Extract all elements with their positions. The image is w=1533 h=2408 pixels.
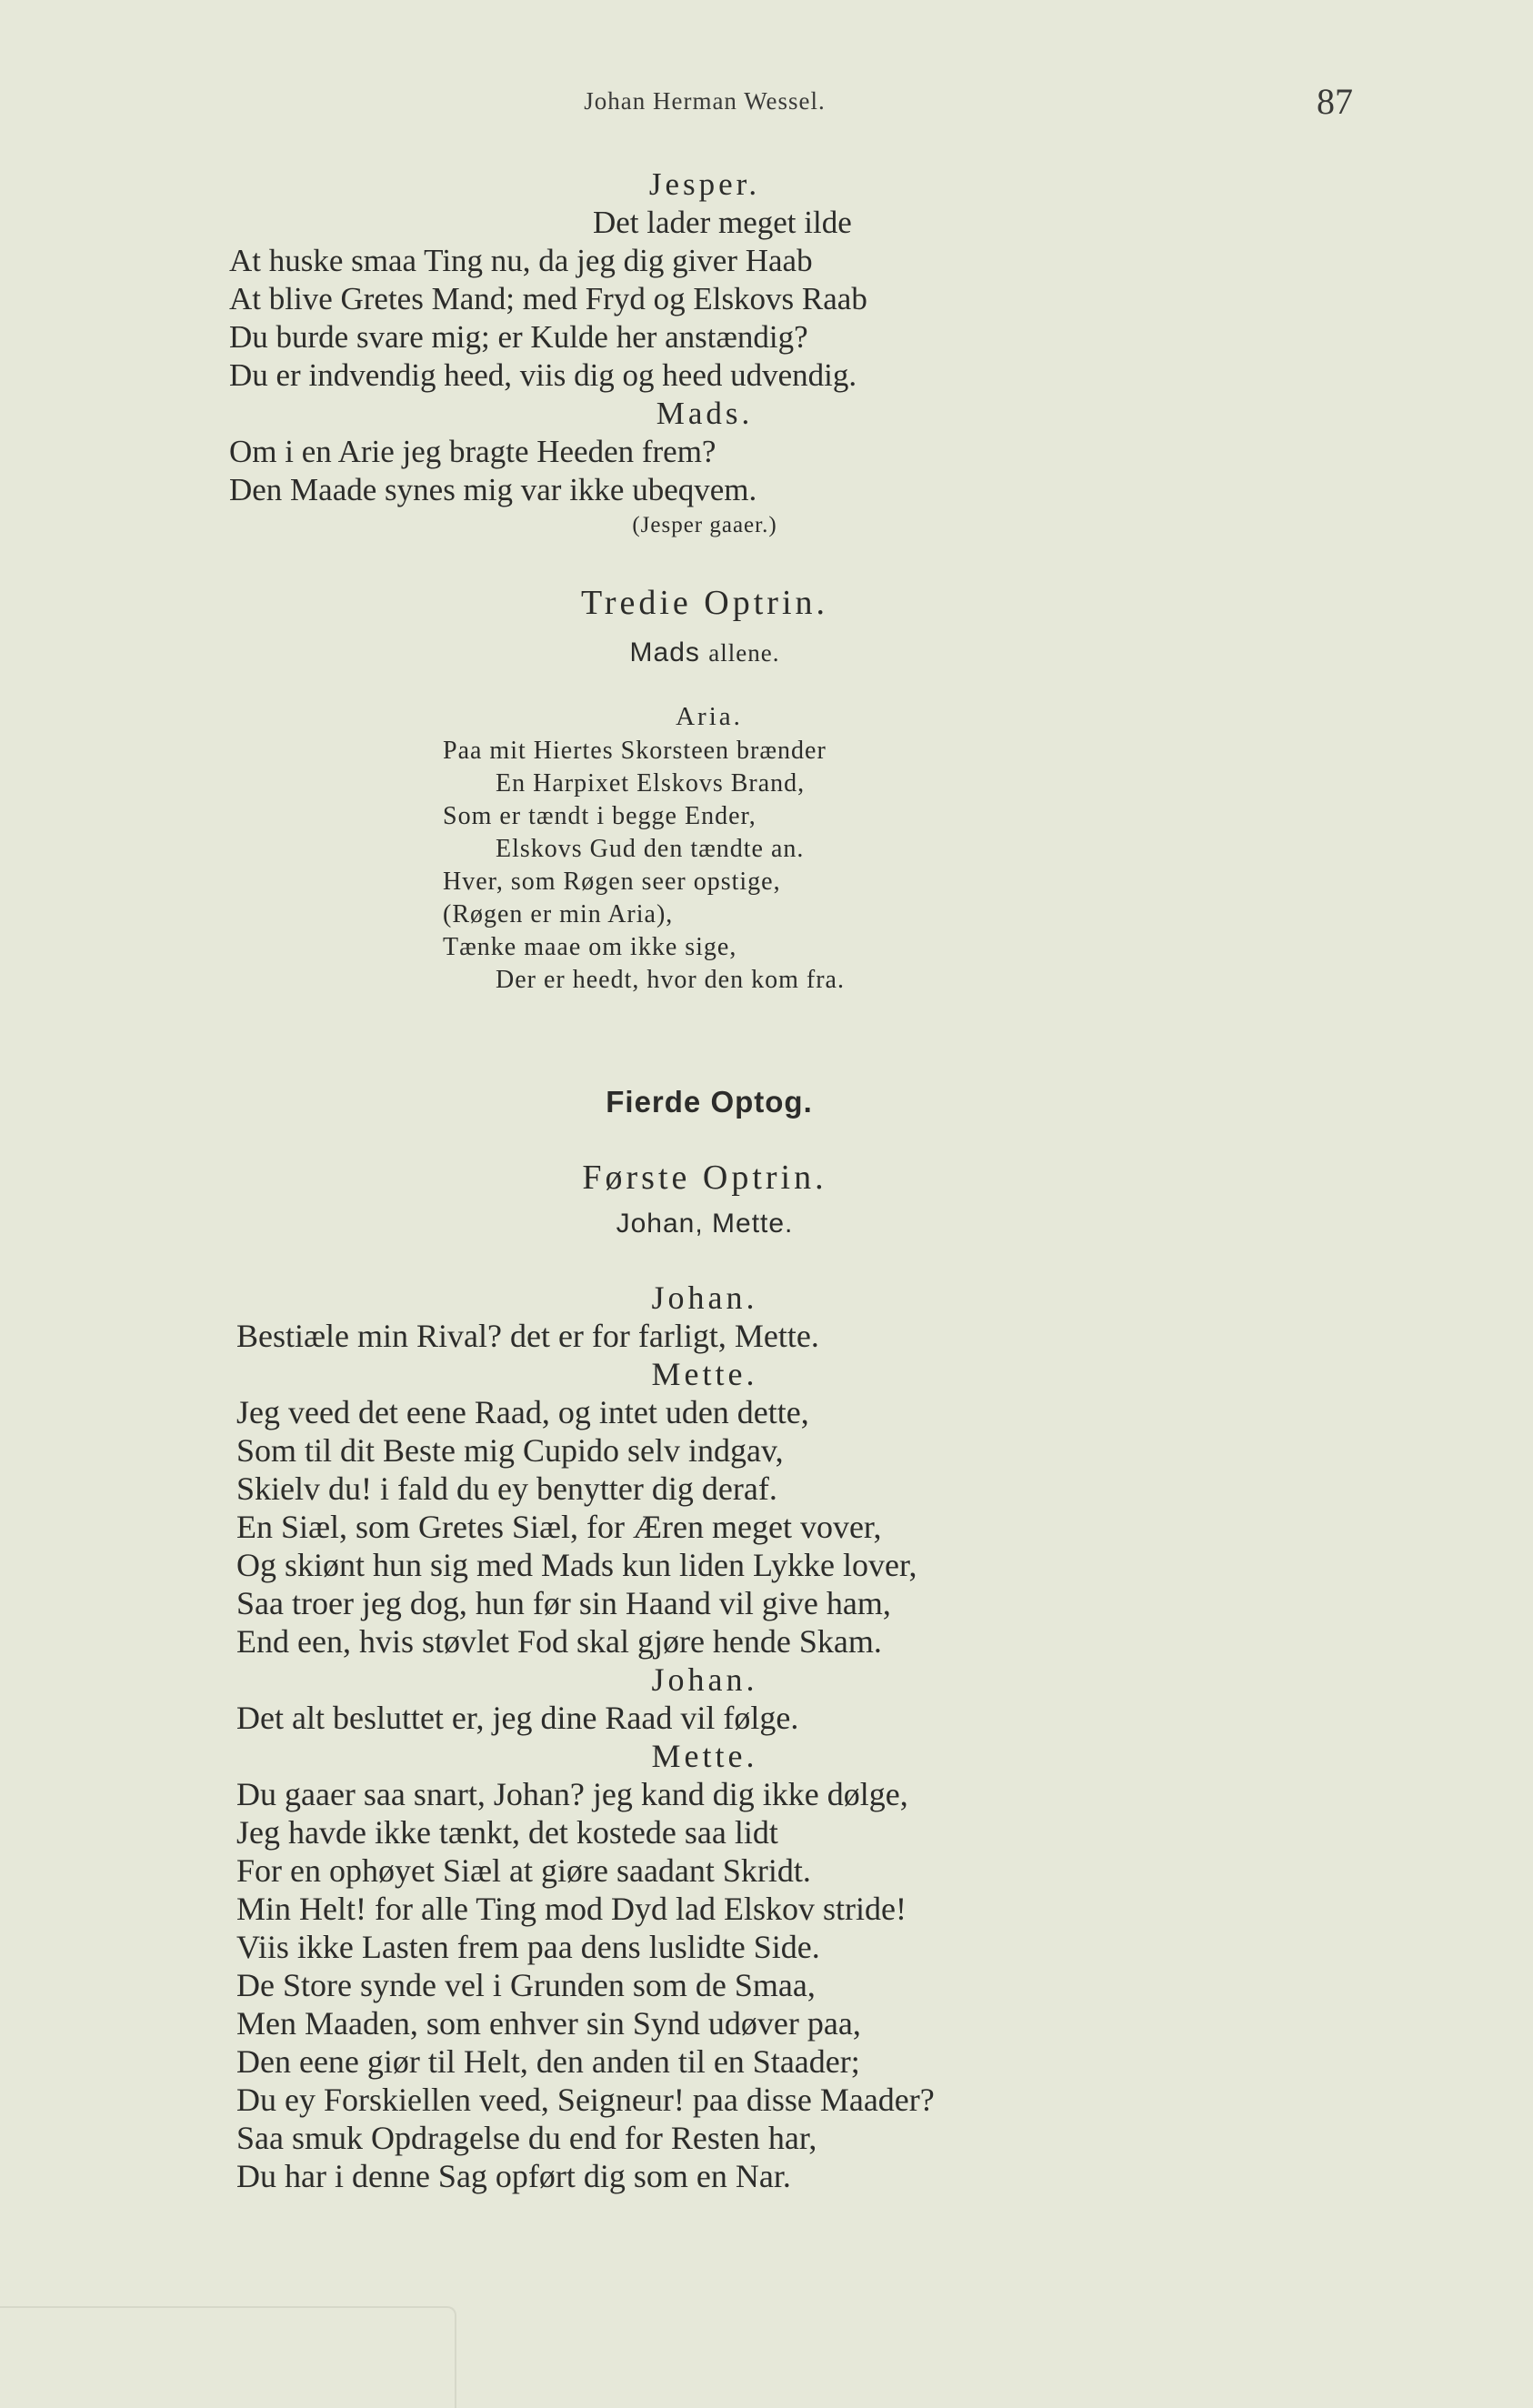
running-title: Johan Herman Wessel. [584,87,826,115]
verse-line: Og skiønt hun sig med Mads kun liden Lykke lover, [236,1547,917,1583]
verse-line: Du har i denne Sag opført dig som en Nar. [236,2158,791,2194]
dialogue-section-2 [0,1279,1533,2195]
verse-line: Men Maaden, som enhver sin Synd udøver paa, [236,2005,861,2042]
verse-line: Saa smuk Opdragelse du end for Resten har, [236,2120,817,2156]
aria-line: Der er heedt, hvor den kom fra. [496,966,845,994]
verse-line: Den eene giør til Helt, den anden til en Staader; [236,2043,860,2080]
aria-line: Som er tændt i begge Ender, [443,802,756,830]
verse-line: De Store synde vel i Grunden som de Smaa, [236,1967,816,2003]
page-corner-fold [0,2306,456,2408]
speaker-name: Johan. [651,1661,758,1698]
dialogue-section-1 [0,166,1533,542]
scene-title: Første Optrin. [582,1159,827,1197]
verse-line: Saa troer jeg dog, hun før sin Haand vil give ham, [236,1585,891,1621]
speaker-name: Mette. [651,1356,758,1392]
verse-line: Bestiæle min Rival? det er for farligt, Mette. [236,1318,819,1354]
speaker-name: Johan. [651,1279,758,1316]
verse-line: Det lader meget ilde [593,205,852,240]
cast-name: Mads [629,637,700,667]
verse-line: Jeg havde ikke tænkt, det kostede saa lidt [236,1814,778,1851]
verse-line: Min Helt! for alle Ting mod Dyd lad Elskov stride! [236,1891,907,1927]
scene-cast [0,633,1409,673]
speaker-name: Jesper. [648,166,761,202]
verse-line: For en ophøyet Siæl at giøre saadant Skridt. [236,1852,811,1889]
cast-note: allene. [708,639,780,667]
verse-line: Du gaaer saa snart, Johan? jeg kand dig ikke dølge, [236,1776,908,1812]
verse-line: Viis ikke Lasten frem paa dens luslidte Side. [236,1929,820,1965]
verse-line: Det alt besluttet er, jeg dine Raad vil følge. [236,1700,799,1736]
verse-line: Skielv du! i fald du ey benytter dig deraf. [236,1470,777,1507]
verse-line: Du burde svare mig; er Kulde her anstændig? [229,319,808,355]
act-title: Fierde Optog. [606,1085,813,1119]
verse-line: Om i en Arie jeg bragte Heeden frem? [229,434,716,469]
aria-line: (Røgen er min Aria), [443,900,674,928]
scene-heading-3 [0,580,1533,673]
verse-line: At blive Gretes Mand; med Fryd og Elskovs Raab [229,281,867,316]
aria-section [0,698,1533,997]
act-heading [0,1082,1533,1122]
aria-line: Elskovs Gud den tændte an. [496,835,805,863]
verse-line: End een, hvis støvlet Fod skal gjøre hende Skam. [236,1623,882,1660]
page-number: 87 [1317,81,1353,122]
aria-line: Hver, som Røgen seer opstige, [443,868,781,896]
stage-direction: (Jesper gaaer.) [632,513,777,537]
verse-line: Jeg veed det eene Raad, og intet uden dette, [236,1394,809,1430]
verse-line: Du er indvendig heed, viis dig og heed udvendig. [229,357,857,393]
speaker-name: Mette. [651,1738,758,1774]
verse-line: Du ey Forskiellen veed, Seigneur! paa disse Maader? [236,2082,935,2118]
aria-line: En Harpixet Elskovs Brand, [496,769,806,798]
aria-line: Tænke maae om ikke sige, [443,933,737,961]
verse-line: Som til dit Beste mig Cupido selv indgav, [236,1432,784,1469]
scene-title: Tredie Optrin. [580,584,829,622]
scene-heading-1 [0,1155,1533,1244]
page-header [0,81,1533,124]
verse-line: At huske smaa Ting nu, da jeg dig giver Haab [229,243,813,278]
scene-cast: Johan, Mette. [616,1209,794,1239]
aria-line: Paa mit Hiertes Skorsteen brænder [443,737,827,765]
aria-title: Aria. [676,702,743,731]
verse-line: Den Maade synes mig var ikke ubeqvem. [229,472,757,507]
speaker-name: Mads. [656,396,754,431]
verse-line: En Siæl, som Gretes Siæl, for Æren meget vover, [236,1509,882,1545]
